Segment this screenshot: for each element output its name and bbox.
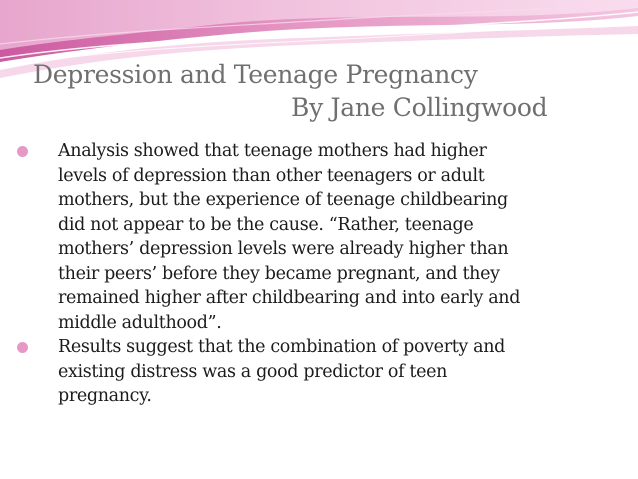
bullet-line: remained higher after childbearing and into early and	[58, 288, 521, 308]
title-main: Depression and Teenage Pregnancy	[33, 60, 478, 89]
slide-title	[33, 58, 613, 124]
bullet-line: mothers, but the experience of teenage childbearing	[58, 190, 508, 210]
bullet-dot-icon	[17, 146, 28, 157]
bullet-list	[15, 139, 615, 409]
title-byline: By Jane Collingwood	[291, 93, 548, 122]
bullet-line: existing distress was a good predictor of teen	[58, 361, 448, 382]
bullet-line: Results suggest that the combination of poverty and	[58, 337, 505, 357]
bullet-text	[58, 335, 615, 409]
bullet-line: did not appear to be the cause. “Rather, teenage	[58, 214, 474, 235]
bullet-line: their peers’ before they became pregnant, and they	[58, 263, 500, 284]
bullet-dot-icon	[17, 342, 28, 353]
bullet-line: Analysis showed that teenage mothers had higher	[58, 141, 487, 161]
bullet-item	[15, 139, 615, 335]
bullet-line: mothers’ depression levels were already higher than	[58, 239, 509, 259]
bullet-item	[15, 335, 615, 409]
bullet-line: middle adulthood”.	[58, 312, 222, 333]
bullet-line: levels of depression than other teenagers or adult	[58, 165, 485, 186]
bullet-text	[58, 139, 615, 335]
bullet-line: pregnancy.	[58, 386, 152, 406]
